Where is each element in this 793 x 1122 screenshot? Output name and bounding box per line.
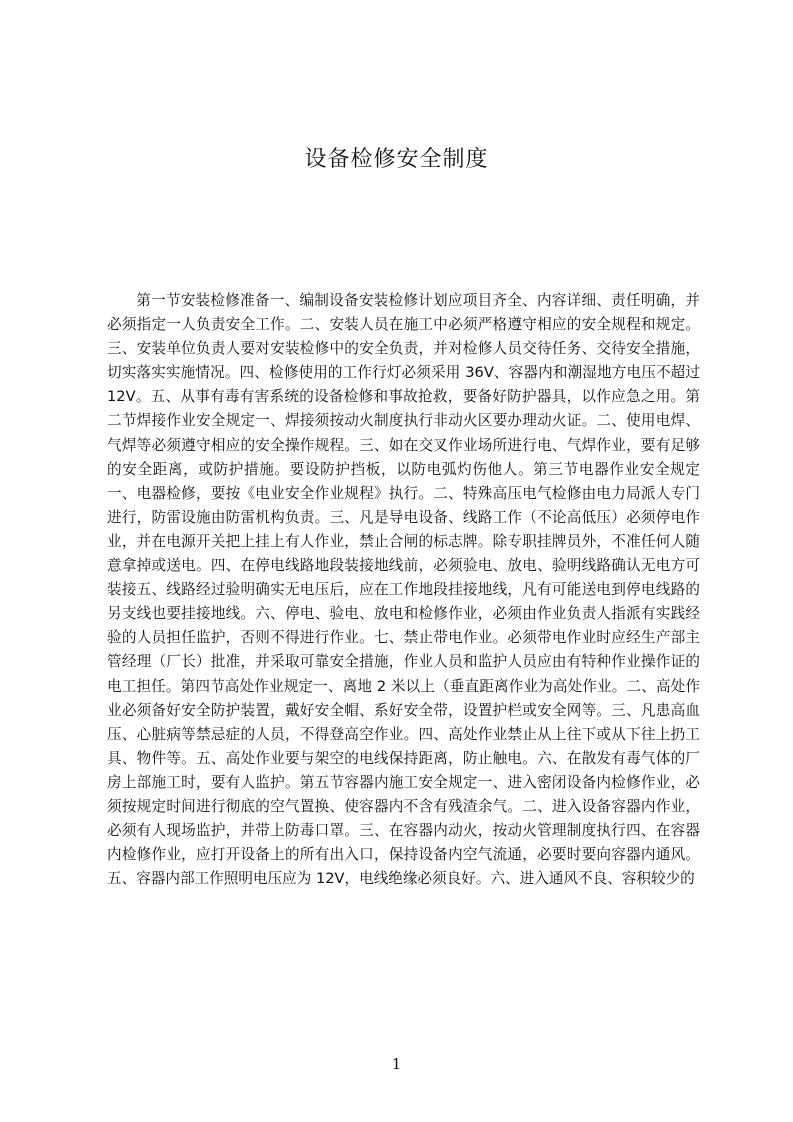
page-number: 1 [391,1055,402,1073]
document-title: 设备检修安全制度 [304,147,489,172]
body-paragraph: 第一节安装检修准备一、编制设备安装检修计划应项目齐全、内容详细、责任明确，并必须指定一人负责安全工作。二、安装人员在施工中必须严格遵守相应的安全规程和规定。三、安装单位负责人要对安装检修中的安全负责，并对检修人员交待任务、交待安全措施，切实落实实施情况。四、检修使用的工作行灯必须采用 36V、容器内和潮湿地方电压不超过 12V。五、从事有毒有害系统的设备检修和事故抢救，要备好防护器具，以作应急之用。第二节焊接作业安全规定一、焊接须按动火制度执行非动火区要办理动火证。二、使用电焊、气焊等必须遵守相应的安全操作规程。三、如在交叉作业场所进行电、气焊作业，要有足够的安全距离，或防护措施。要设防护挡板，以防电弧灼伤他人。第三节电器作业安全规定一、电器检修，要按《电业安全作业规程》执行。二、特殊高压电气检修由电力局派人专门进行，防雷设施由防雷机构负责。三、凡是导电设备、线路工作（不论高低压）必须停电作业，并在电源开关把上挂上有人作业，禁止合闸的标志牌。除专职挂牌员外，不准任何人随意拿掉或送电。四、在停电线路地段装接地线前，必须验电、放电、验明线路确认无电方可装接五、线路经过验明确实无电压后，应在工作地段挂接地线，凡有可能送电到停电线路的另支线也要挂接地线。六、停电、验电、放电和检修作业，必须由作业负责人指派有实践经验的人员担任监护，否则不得进行作业。七、禁止带电作业。必须带电作业时应经生产部主管经理（厂长）批准，并采取可靠安全措施，作业人员和监护人员应由有特种作业操作证的电工担任。第四节高处作业规定一、离地 2 米以上（垂直距离作业为高处作业。二、高处作业必须备好安全防护装置，戴好安全帽、系好安全带，设置护栏或安全网等。三、凡患高血压、心脏病等禁忌症的人员，不得登高空作业。四、高处作业禁止从上往下或从下往上扔工具、物件等。五、高处作业要与架空的电线保持距离，防止触电。六、在散发有毒气体的厂房上部施工时，要有人监护。第五节容器内施工安全规定一、进入密闭设备内检修作业，必须按规定时间进行彻底的空气置换、使容器内不含有残渣余气。二、进入设备容器内作业，必须有人现场监护，并带上防毒口罩。三、在容器内动火，按动火管理制度执行四、在容器内检修作业，应打开设备上的所有出入口，保持设备内空气流通，必要时要向容器内通风。五、容器内部工作照明电压应为 12V，电线绝缘必须良好。六、进入通风不良、容积较少的 [107,292,700,888]
